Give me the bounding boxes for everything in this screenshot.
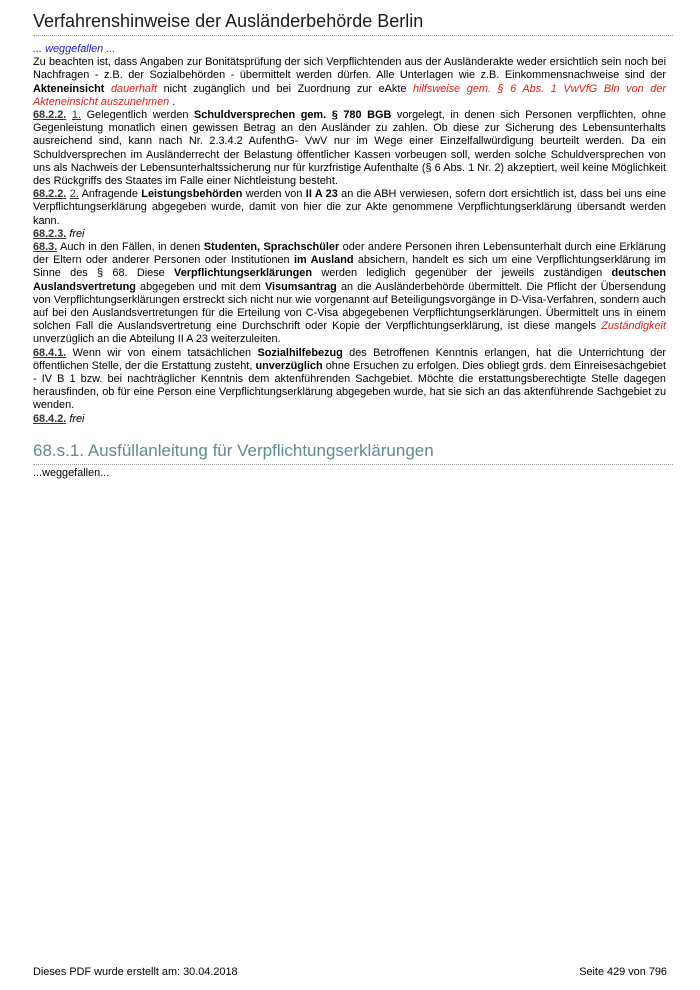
section-label: 68.2.3.	[33, 227, 67, 240]
text: werden lediglich gegenüber der jeweils zuständigen	[312, 267, 612, 280]
bold-text: Leistungsbehörden	[141, 188, 243, 201]
section-label: 68.3.	[33, 241, 58, 254]
italic-text: frei	[69, 412, 85, 425]
bold-text: unverzüglich	[255, 359, 323, 372]
bold-text: Visumsantrag	[264, 280, 337, 293]
bold-text: Sozialhilfebezug	[257, 346, 343, 359]
bold-text: Studenten, Sprachschüler	[203, 241, 340, 254]
footer-page-number: Seite 429 von 796	[579, 966, 667, 978]
document-body	[33, 43, 666, 426]
footer-created-date: Dieses PDF wurde erstellt am: 30.04.2018	[33, 966, 238, 978]
paragraph-68-3	[33, 241, 666, 347]
text: .	[169, 95, 176, 108]
paragraph-bonitaet	[33, 56, 666, 109]
bold-text: Verpflichtungserklärungen	[174, 267, 313, 280]
item-number: 1.	[71, 109, 81, 122]
text: Gelegentlich werden	[81, 109, 195, 122]
text: werden von	[242, 188, 306, 201]
section-label: 68.4.1.	[33, 346, 67, 359]
italic-text: frei	[69, 227, 85, 240]
text: Anfragende	[78, 188, 142, 201]
paragraph-68-4-2	[33, 413, 666, 426]
section-text: ...weggefallen...	[33, 467, 110, 479]
text	[104, 83, 111, 95]
bold-text: Akteneinsicht	[33, 82, 105, 95]
text: Wenn wir von einem tatsächlichen	[66, 346, 258, 359]
red-text: hilfsweise gem. § 6 Abs. 1 VwVfG Bln von der Akteneinsicht auszunehmen	[33, 82, 667, 108]
text: an die ABH verwiesen, sofern dort ersichtlich ist, dass bei uns eine Verpflichtungserklärung abgegeben wurde, damit von hier die zur Akte genommene Verpflichtungserklärung übersandt werden kann.	[33, 188, 667, 227]
text: nicht zugänglich und bei Zuordnung zur eAkte	[157, 82, 413, 95]
removed-note: ... weggefallen ...	[33, 43, 116, 55]
bold-text: im Ausland	[293, 254, 354, 267]
section-label: 68.2.2.	[33, 188, 67, 201]
paragraph-68-2-3	[33, 228, 666, 241]
paragraph-68-2-2-1	[33, 109, 666, 188]
text: absichern, handelt es sich um eine Verpflichtungserklärung im Sinne des § 68. Diese	[33, 254, 666, 280]
text: vorgelegt, in denen sich Personen verpflichten, ohne Gegenleistung monatlich einen gewissen Betrag an den Ausländer zu zahlen. Ob diese zur Sicherung des Lebensunterhalts ausreichend sind, kann nach Nr. 2.3.4.2 AufenthG- VwV nur im Wege einer Einzelfallwürdigung beurteilt werden. Da ein Schuldversprechen im Ausländerrecht der Belastung öffentlicher Kassen vorbeugen soll, werden solche Schuldversprechen von uns als Nachweis der Lebensunterhaltssicherung nur für kurzfristige Aufenthalte (§ 6 Abs. 1 Nr. 2) akzeptiert, weil keine Möglichkeit des Rückgriffs des Staates im Falle einer Nichtleistung besteht.	[33, 109, 667, 188]
text: des Betroffenen Kenntnis erlangen, hat die Unterrichtung der öffentlichen Stelle, der die Erstattung zusteht,	[33, 346, 667, 372]
section-label: 68.4.2.	[33, 412, 67, 425]
text: oder andere Personen ihren Lebensunterhalt durch eine Erklärung der Eltern oder anderer Personen oder Institutionen	[33, 241, 666, 267]
bold-text: Schuldversprechen gem. § 780 BGB	[194, 109, 392, 122]
text: ohne Ersuchen zu erfolgen. Dies obliegt grds. dem Einreisesachgebiet - IV B 1 bzw. bei nachträglicher Kenntnis dem aktenführenden Sachgebiet. Möchte die erstattungsberechtigte Stelle dagegen herausfinden, ob für eine Person eine Verpflichtungserklärung abgegeben wurde, hat sie sich an das aktenführende Sachgebiet zu wenden.	[33, 359, 667, 412]
text: an die Ausländerbehörde übermittelt. Die Pflicht der Übersendung von Verpflichtungserklärungen erstreckt sich nicht nur wie vorgenannt auf Beteiligungsvorgänge in D-Visa-Verfahren, sondern auch auf bei den Auslandsvertretungen für die Erteilung von C-Visa abgegebenen Verpflichtungserklärungen. Übermittelt uns in einem solchen Fall die Auslandsvertretung eine Durchschrift oder Kopie der Verpflichtungserklärung, ist diese mangels	[33, 280, 666, 333]
red-text: Zuständigkeit	[601, 320, 666, 333]
page-title: Verfahrenshinweise der Ausländerbehörde Berlin	[33, 11, 673, 36]
text: Auch in den Fällen, in denen	[57, 241, 204, 254]
bold-text: deutschen Auslandsvertretung	[33, 267, 666, 293]
paragraph-68-4-1	[33, 347, 666, 413]
paragraph-weggefallen	[33, 43, 666, 56]
text: Zu beachten ist, dass Angaben zur Bonitätsprüfung der sich Verpflichtenden aus der Ausländerakte weder ersichtlich sein noch bei Nachfragen - z.B. der Sozialbehörden - übermittelt werden dürfen. Alle Unterlagen wie z.B. Einkommensnachweise sind der	[33, 56, 666, 82]
section-heading: 68.s.1. Ausfüllanleitung für Verpflichtungserklärungen	[33, 441, 673, 465]
bold-text: II A 23	[305, 188, 338, 201]
text: unverzüglich an die Abteilung II A 23 weiterzuleiten.	[33, 333, 281, 346]
paragraph-68-2-2-2	[33, 188, 666, 228]
red-text: dauerhaft	[111, 82, 158, 95]
item-number: 2.	[69, 188, 79, 201]
section-label: 68.2.2.	[33, 109, 67, 122]
text: abgegeben und mit dem	[135, 280, 265, 293]
